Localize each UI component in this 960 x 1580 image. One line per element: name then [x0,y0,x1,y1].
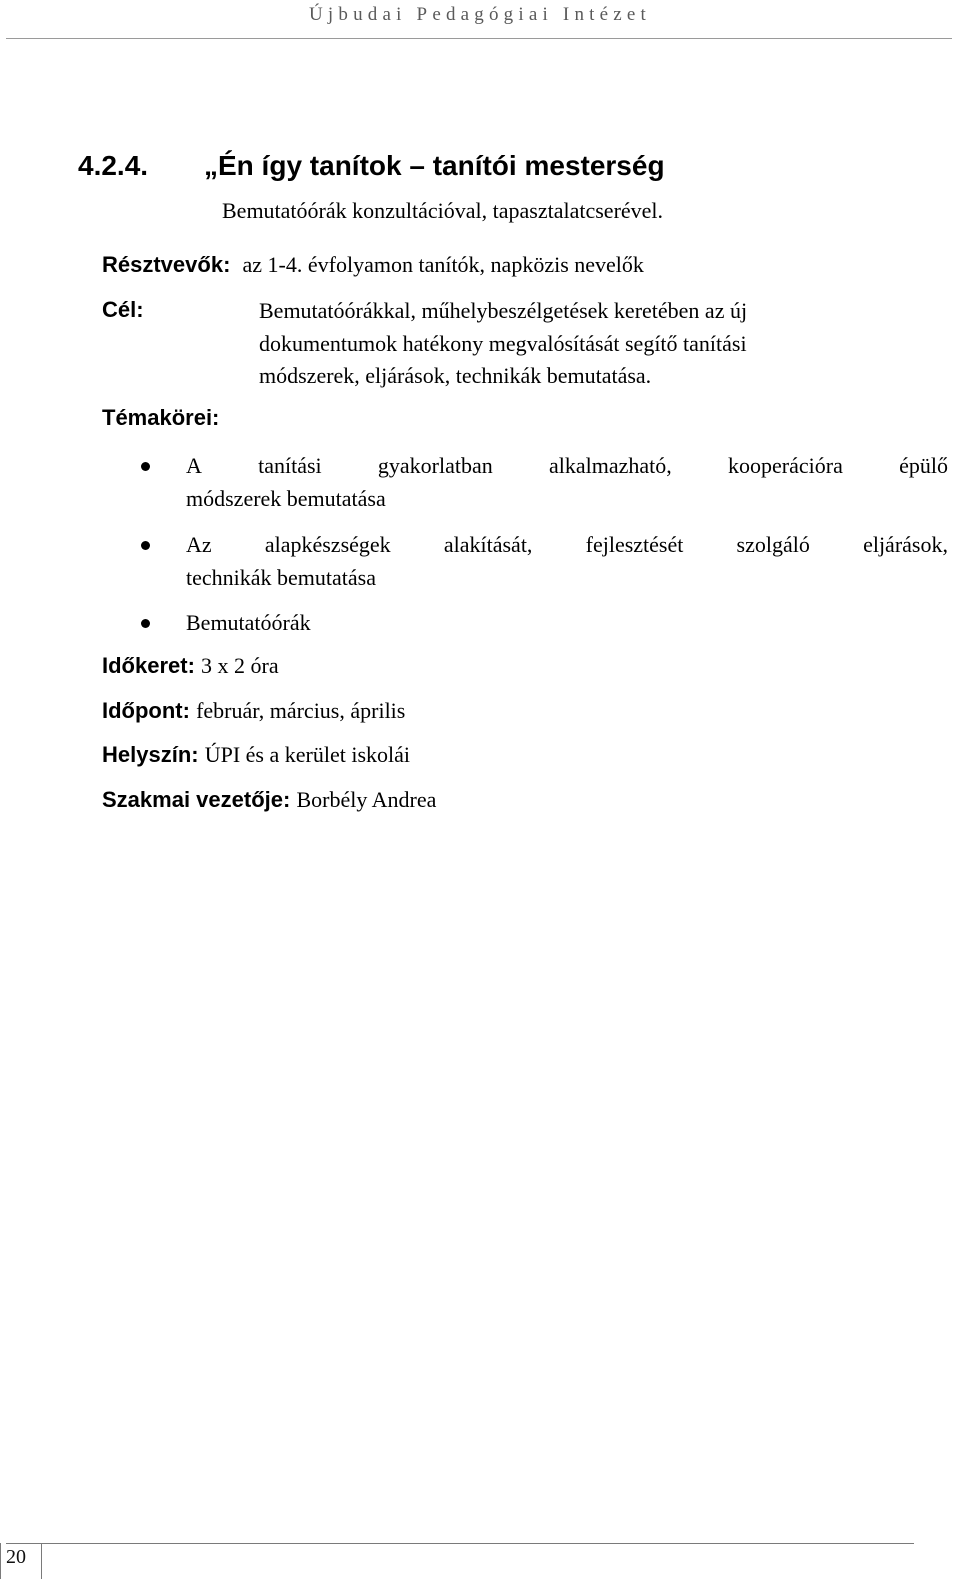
location-value: ÚPI és a kerület iskolái [204,742,411,767]
timeframe-value: 3 x 2 óra [201,653,279,678]
topic-word: épülő [899,453,948,478]
running-header: Újbudai Pedagógiai Intézet [308,4,652,25]
topic-line-2: technikák bemutatása [186,564,376,590]
topic-item [186,529,948,594]
bullet-icon [141,462,150,471]
topic-word: alapkészségek [264,532,391,557]
goal-line: Bemutatóórákkal, műhelybeszélgetések keretében az új [259,298,748,323]
section-number: 4.2.4. [78,150,149,181]
bullet-icon [141,541,150,550]
section-subtitle: Bemutatóórák konzultációval, tapasztalatcserével. [222,198,664,223]
topic-word: alkalmazható, [549,453,672,478]
topic-word: A [186,453,202,478]
participants-value: az 1-4. évfolyamon tanítók, napközis nevelők [242,252,644,277]
participants-label: Résztvevők: [102,252,231,277]
topic-word: tanítási [258,453,322,478]
topic-word: Az [186,532,212,557]
topic-item [186,450,948,515]
topic-word: szolgáló [736,532,810,557]
topic-line-1: Bemutatóórák [186,610,311,635]
lead-value: Borbély Andrea [296,787,437,812]
participants-row [102,252,644,278]
topic-word: fejlesztését [585,532,684,557]
goal-label: Cél: [102,297,144,322]
topic-word: alakítását, [443,532,533,557]
location-row [102,742,410,768]
goal-line: dokumentumok hatékony megvalósítását segítő tanítási [259,330,747,356]
timeframe-label: Időkeret: [102,653,195,678]
topic-line-1 [186,450,948,483]
date-row [102,698,405,724]
topic-word: eljárások, [863,532,948,557]
lead-row [102,787,436,813]
section-title [78,150,665,182]
topic-item [186,607,948,640]
section-title-text: „Én így tanítok – tanítói mesterség [204,150,665,181]
page-number: 20 [6,1546,26,1568]
header-rule [6,38,952,39]
topic-word: kooperációra [728,453,843,478]
bullet-icon [141,619,150,628]
goal-text [259,295,899,393]
date-label: Időpont: [102,698,190,723]
footer-rule [6,1543,914,1544]
topic-line-2: módszerek bemutatása [186,485,386,511]
topic-line-1 [186,529,948,562]
lead-label: Szakmai vezetője: [102,787,291,812]
location-label: Helyszín: [102,742,199,767]
topic-word: gyakorlatban [377,453,493,478]
timeframe-row [102,653,279,679]
topics-label: Témakörei: [102,405,220,430]
date-value: február, március, április [196,698,406,723]
goal-line: módszerek, eljárások, technikák bemutatása. [259,363,652,388]
